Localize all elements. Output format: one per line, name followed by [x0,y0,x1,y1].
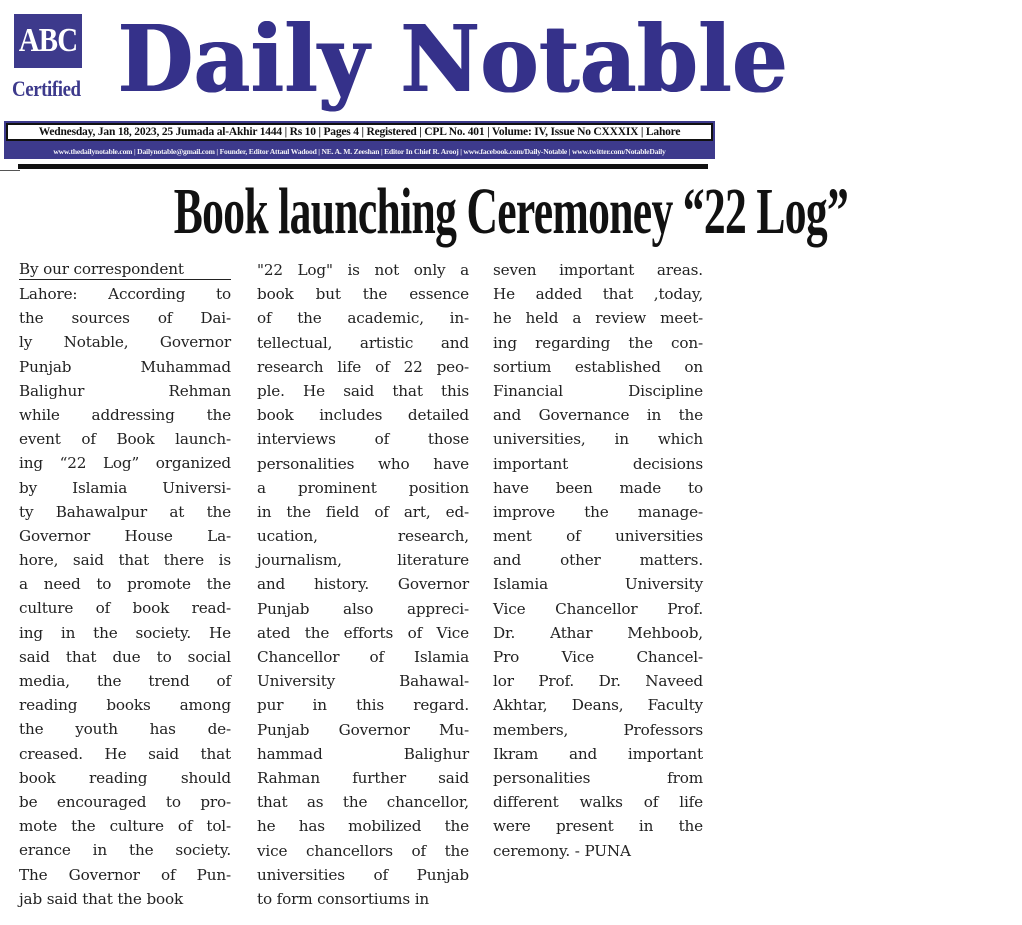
header-rule [18,164,708,169]
article-line: ly Notable, Governor [19,333,231,352]
dateline-text-inner: Wednesday, Jan 18, 2023, 25 Jumada al-Akhir 1444 | Rs 10 | Pages 4 | Registered | CPL No. 401 | Volume: IV, Issue No CXXXIX | Lahore [38,126,681,138]
article-line: improve the manage- [493,502,703,521]
article-column-3 [493,258,703,863]
article-line: He added that ,today, [493,285,703,304]
column-lines [19,282,231,911]
article-line: book includes detailed [257,406,469,425]
article-line: he held a review meet- [493,309,703,328]
article-line: personalities who have [257,454,469,473]
article-line: in the field of art, ed- [257,502,469,521]
article-line: universities of Punjab [257,865,469,884]
dateline-text [6,123,713,141]
article-line: ated the efforts of Vice [257,623,469,642]
article-line: of the academic, in- [257,309,469,328]
article-line: erance in the society. [19,841,231,860]
article-line: hore, said that there is [19,551,231,570]
article-line: ucation, research, [257,527,469,546]
contact-info-bar [4,143,715,159]
article-line: Balighur Rehman [19,381,231,400]
article-line: Chancellor of Islamia [257,648,469,666]
headline-text: Book launching Ceremoney “22 Log” [173,175,849,248]
abc-badge-text: ABC [18,22,78,59]
article-line: creased. He said that [19,744,231,763]
article-line: ment of universities [493,527,703,546]
article-line: Akhtar, Deans, Faculty [493,696,703,715]
article-line: by Islamia Universi- [19,478,231,497]
contact-info-bar-inner: www.thedailynotable.com | Dailynotable@gmail.com | Founder, Editor Attaul Wadood | NE. A. M. Zeeshan | Editor In Chief R. Arooj | www.facebook.com/Daily-Notable | www.twitter.com/NotableDaily [53,146,666,156]
article-line: culture of book read- [19,599,231,618]
article-line: book but the essence [257,285,469,304]
article-line: important decisions [493,454,703,473]
article-line: to form consortiums in [257,889,430,908]
article-line: ing in the society. He [19,623,231,642]
article-line: Ikram and important [493,744,703,763]
article-column-1 [19,258,231,911]
article-line: ing “22 Log” organized [19,454,231,473]
dateline-bar [4,121,715,143]
article-line: book reading should [19,768,231,787]
article-line: be encouraged to pro- [19,792,231,811]
article-headline [0,174,849,250]
article-line: said that due to social [19,647,231,666]
article-line: Financial Discipline [493,381,703,400]
article-line: hammad Balighur [257,744,469,763]
article-line: the sources of Dai- [19,309,231,328]
article-line: Punjab Governor Mu- [257,720,469,739]
article-line: lor Prof. Dr. Naveed [493,672,703,691]
article-line: Islamia University [493,575,703,594]
article-line: Rahman further said [257,768,469,787]
byline: By our correspondent [19,258,231,280]
article-line: reading books among [19,696,231,715]
article-line: Punjab also appreci- [257,599,469,618]
article-line: research life of 22 peo- [257,357,469,376]
article-line: seven important areas. [493,261,703,279]
article-body [19,258,709,918]
article-line: mote the culture of tol- [19,817,231,836]
article-line: were present in the [493,817,703,836]
article-line: event of Book launch- [19,430,231,449]
article-line: he has mobilized the [257,817,469,836]
article-line: and Governance in the [493,406,703,425]
article-line: ceremony. - PUNA [493,841,631,860]
article-line: ple. He said that this [257,381,469,400]
article-line: sortium established on [493,357,703,376]
article-line: Governor House La- [19,526,231,545]
masthead [0,0,789,120]
certified-label: Certified [12,76,81,101]
article-line: Vice Chancellor Prof. [493,599,703,618]
article-column-2 [257,258,469,911]
newspaper-title: Daily Notable [118,5,789,113]
article-line: Dr. Athar Mehboob, [493,623,703,642]
article-line: members, Professors [493,720,703,739]
article-line: a need to promote the [19,575,231,594]
article-line: the youth has de- [19,720,231,739]
article-line: ty Bahawalpur at the [19,502,231,521]
article-line: and other matters. [493,551,703,570]
article-line: Lahore: According to [19,285,231,303]
article-line: and history. Governor [257,575,469,594]
article-line: Pro Vice Chancel- [493,648,703,666]
article-line: universities, in which [493,430,703,449]
article-line: tellectual, artistic and [257,333,469,352]
article-line: that as the chancellor, [257,793,469,812]
article-line: interviews of those [257,430,469,449]
article-line: "22 Log" is not only a [257,261,469,279]
article-line: Punjab Muhammad [19,357,231,376]
abc-certified-badge [14,14,82,68]
article-line: different walks of life [493,793,703,812]
column-lines [493,258,703,863]
header-rule-thin [0,170,20,171]
article-line: The Governor of Pun- [19,865,231,884]
article-line: have been made to [493,478,703,497]
article-line: journalism, literature [257,551,469,570]
article-line: pur in this regard. [257,696,469,715]
article-line: vice chancellors of the [257,841,469,860]
article-line: a prominent position [257,478,469,497]
article-line: while addressing the [19,405,231,424]
article-line: personalities from [493,768,703,787]
column-lines [257,258,469,911]
article-line: University Bahawal- [257,672,469,691]
article-line: media, the trend of [19,672,231,690]
article-line: ing regarding the con- [493,333,703,352]
article-line: jab said that the book [19,889,184,908]
